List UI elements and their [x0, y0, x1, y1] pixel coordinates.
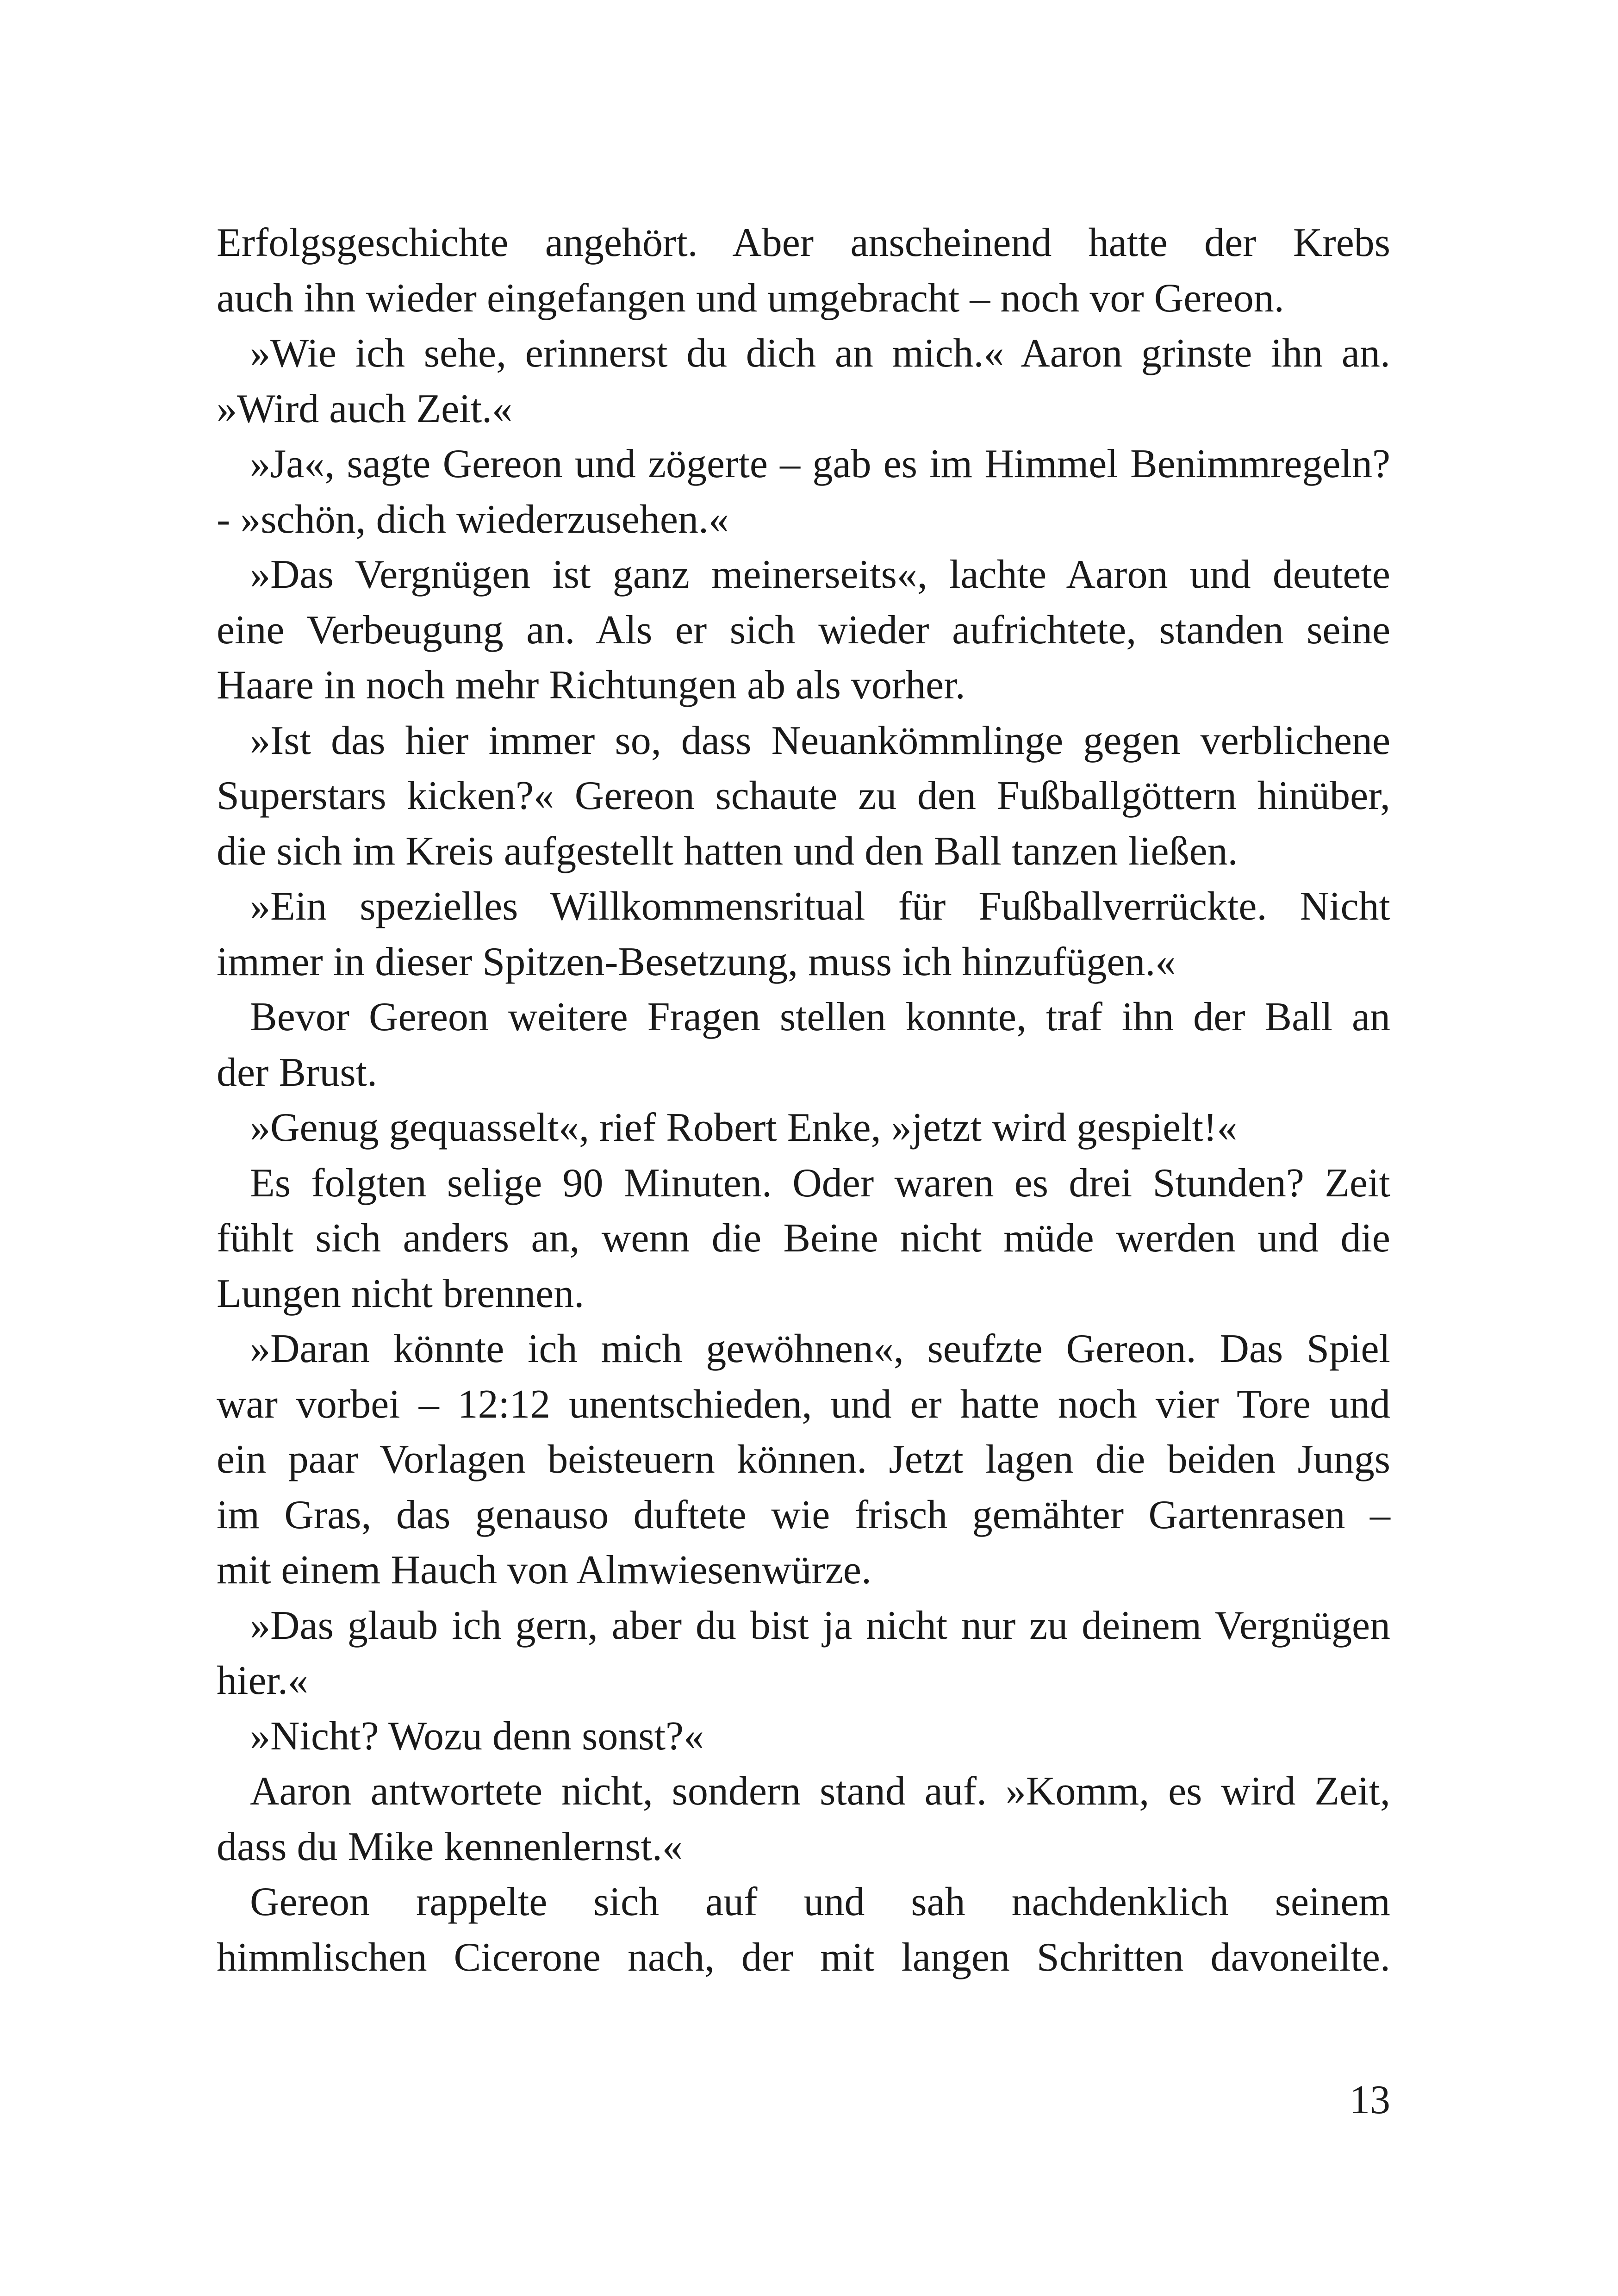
text-line: dass du Mike kennenlernst.« — [217, 1824, 683, 1869]
text-line: »Nicht? Wozu denn sonst?« — [250, 1713, 704, 1759]
text-line: mit einem Hauch von Almwiesenwürze. — [217, 1548, 871, 1593]
text-line: war vorbei – 12:12 unentschieden, und er hatte noch vier Tore und — [217, 1381, 1390, 1427]
text-line: »Ist das hier immer so, dass Neuankömmlinge gegen verblichene — [250, 718, 1390, 763]
text-line: auch ihn wieder eingefangen und umgebracht – noch vor Gereon. — [217, 275, 1284, 321]
text-line: Aaron antwortete nicht, sondern stand auf. »Komm, es wird Zeit, — [250, 1769, 1390, 1814]
text-line: immer in dieser Spitzen-Besetzung, muss ich hinzufügen.« — [217, 939, 1176, 984]
text-line: fühlt sich anders an, wenn die Beine nicht müde werden und die — [217, 1216, 1390, 1261]
page-number: 13 — [1350, 2078, 1390, 2122]
text-line: Gereon rappelte sich auf und sah nachdenklich seinem — [250, 1879, 1390, 1924]
text-line: »Ja«, sagte Gereon und zögerte – gab es im Himmel Benimmregeln? — [250, 442, 1390, 486]
text-line: Haare in noch mehr Richtungen ab als vorher. — [217, 663, 965, 708]
text-line: »Ein spezielles Willkommensritual für Fußballverrückte. Nicht — [250, 884, 1390, 929]
text-line: »Genug gequasselt«, rief Robert Enke, »jetzt wird gespielt!« — [250, 1105, 1238, 1150]
text-line: Superstars kicken?« Gereon schaute zu den Fußballgöttern hinüber, — [217, 773, 1390, 818]
text-line: die sich im Kreis aufgestellt hatten und den Ball tanzen ließen. — [217, 828, 1238, 874]
text-line: »Daran könnte ich mich gewöhnen«, seufzte Gereon. Das Spiel — [250, 1326, 1390, 1371]
text-line: - »schön, dich wiederzusehen.« — [217, 497, 729, 542]
text-line: himmlischen Cicerone nach, der mit langen Schritten davoneilte. — [217, 1935, 1390, 1980]
text-line: »Wird auch Zeit.« — [217, 386, 513, 431]
text-line: hier.« — [217, 1658, 308, 1703]
text-line: Lungen nicht brennen. — [217, 1271, 585, 1316]
text-line: »Das glaub ich gern, aber du bist ja nicht nur zu deinem Vergnügen — [250, 1603, 1390, 1648]
text-line: Es folgten selige 90 Minuten. Oder waren es drei Stunden? Zeit — [250, 1160, 1390, 1206]
text-line: ein paar Vorlagen beisteuern können. Jetzt lagen die beiden Jungs — [217, 1437, 1390, 1482]
text-line: der Brust. — [217, 1050, 378, 1095]
body-text — [217, 215, 1390, 1985]
text-line: »Das Vergnügen ist ganz meinerseits«, lachte Aaron und deutete — [250, 552, 1390, 597]
text-line: »Wie ich sehe, erinnerst du dich an mich.« Aaron grinste ihn an. — [250, 331, 1390, 376]
text-line: eine Verbeugung an. Als er sich wieder aufrichtete, standen seine — [217, 607, 1390, 653]
text-line: Bevor Gereon weitere Fragen stellen konnte, traf ihn der Ball an — [250, 995, 1390, 1039]
text-line: im Gras, das genauso duftete wie frisch gemähter Gartenrasen – — [217, 1492, 1390, 1537]
text-line: Erfolgsgeschichte angehört. Aber anscheinend hatte der Krebs — [217, 220, 1390, 265]
